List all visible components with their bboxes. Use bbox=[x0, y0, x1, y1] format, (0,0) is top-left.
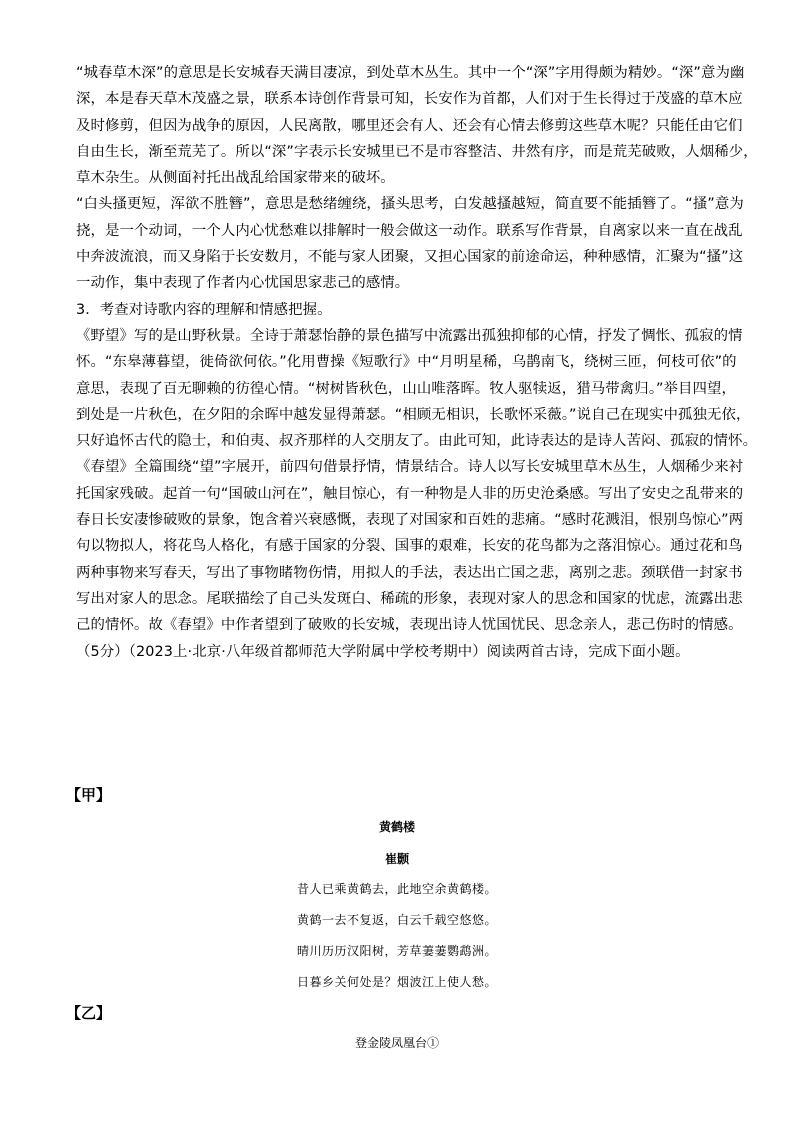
poem-a-title: 黄鹤楼 bbox=[378, 820, 415, 834]
paragraph-line: 挠，是一个动词，一个人内心忧愁难以排解时一般会做这一动作。联系写作背景，自离家以来一直在战乱 bbox=[76, 222, 743, 239]
paragraph-line: 只好追怀古代的隐士，和伯夷、叔齐那样的人交朋友了。由此可知，此诗表达的是诗人苦闷、孤寂的情怀。 bbox=[76, 433, 758, 450]
paragraph-line: 一动作，集中表现了作者内心忧国思家悲己的感情。 bbox=[76, 275, 410, 292]
paragraph-line: 自由生长，渐至荒芜了。所以“深”字表示长安城里已不是市容整洁、井然有序，而是荒芜破败，人烟稀少， bbox=[76, 143, 758, 160]
paragraph-line: 春日长安凄惨破败的景象，饱含着兴衰感慨，表现了对国家和百姓的悲痛。“感时花溅泪，恨别鸟惊心”两 bbox=[76, 512, 744, 529]
paragraph-line: 托国家残破。起首一句“国破山河在”，触目惊心，有一种物是人非的历史沧桑感。写出了安史之乱带来的 bbox=[76, 485, 744, 502]
poem-a-author: 崔颢 bbox=[384, 852, 409, 866]
paragraph-line: 深，本是春天草木茂盛之景，联系本诗创作背景可知，长安作为首都，人们对于生长得过于茂盛的草木应 bbox=[76, 91, 743, 108]
paragraph-line: 到处是一片秋色，在夕阳的余晖中越发显得萧瑟。“相顾无相识，长歌怀采薇。”说自己在现实中孤独无依， bbox=[76, 406, 751, 423]
section-b-label: 【乙】 bbox=[66, 1004, 112, 1022]
poem-a-line: 日暮乡关何处是？烟波江上使人愁。 bbox=[296, 975, 497, 989]
paragraph-line: 意思，表现了百无聊赖的彷徨心情。“树树皆秋色，山山唯落晖。牧人驱犊返，猎马带禽归。”举目四望， bbox=[76, 380, 736, 397]
paragraph-line: 己的情怀。故《春望》中作者望到了破败的长安城，表现出诗人忧国忧民、思念亲人，悲己伤时的情感。 bbox=[76, 617, 743, 634]
answer-text-block bbox=[76, 60, 758, 665]
question-heading: 3．考查对诗歌内容的理解和情感把握。 bbox=[76, 301, 332, 318]
poem-b-title: 登金陵凤凰台① bbox=[354, 1036, 439, 1050]
paragraph-line: 《春望》全篇围绕“望”字展开，前四句借景抒情，情景结合。诗人以写长安城里草木丛生，人烟稀少来衬 bbox=[76, 459, 744, 476]
paragraph-line: 草木杂生。从侧面衬托出战乱给国家带来的破坏。 bbox=[76, 170, 395, 187]
paragraph-line: 《野望》写的是山野秋景。全诗于萧瑟怡静的景色描写中流露出孤独抑郁的心情，抒发了惆怅、孤寂的情 bbox=[76, 327, 743, 344]
paragraph-line: 句以物拟人，将花鸟人格化，有感于国家的分裂、国事的艰难，长安的花鸟都为之落泪惊心。通过花和鸟 bbox=[76, 538, 743, 555]
paragraph-line: 及时修剪，但因为战争的原因，人民离散，哪里还会有人、还会有心情去修剪这些草木呢？只能任由它们 bbox=[76, 117, 743, 134]
section-a-label: 【甲】 bbox=[66, 786, 112, 804]
question-intro: （5分）（2023上·北京·八年级首都师范大学附属中学校考期中）阅读两首古诗，完成下面小题。 bbox=[76, 643, 690, 660]
paragraph-line: “白头搔更短，浑欲不胜簪”，意思是愁绪缠绕，搔头思考，白发越搔越短，简直要不能插簪了。“搔”意为 bbox=[76, 196, 744, 213]
paragraph-line: 两种事物来写春天，写出了事物睹物伤情，用拟人的手法，表达出亡国之悲，离别之悲。颈联借一封家书 bbox=[76, 564, 743, 581]
paragraph-line: 写出对家人的思念。尾联描绘了自己头发斑白、稀疏的形象，表现对家人的思念和国家的忧虑，流露出悲 bbox=[76, 590, 743, 607]
paragraph-line: 中奔波流浪，而又身陷于长安数月，不能与家人团聚，又担心国家的前途命运，种种感情，汇聚为“搔”这 bbox=[76, 249, 744, 266]
paragraph-line: “城春草木深”的意思是长安城春天满目凄凉，到处草木丛生。其中一个“深”字用得颇为精妙。“深”意为幽 bbox=[76, 65, 745, 81]
poem-a-line: 黄鹤一去不复返，白云千载空悠悠。 bbox=[296, 913, 497, 927]
poem-a-line: 昔人已乘黄鹤去，此地空余黄鹤楼。 bbox=[296, 882, 497, 896]
paragraph-line: 怀。“东皋薄暮望，徙倚欲何依。”化用曹操《短歌行》中“月明星稀，乌鹊南飞，绕树三匝，何枝可依”的 bbox=[76, 354, 737, 371]
poem-a-line: 晴川历历汉阳树，芳草萋萋鹦鹉洲。 bbox=[296, 944, 497, 958]
